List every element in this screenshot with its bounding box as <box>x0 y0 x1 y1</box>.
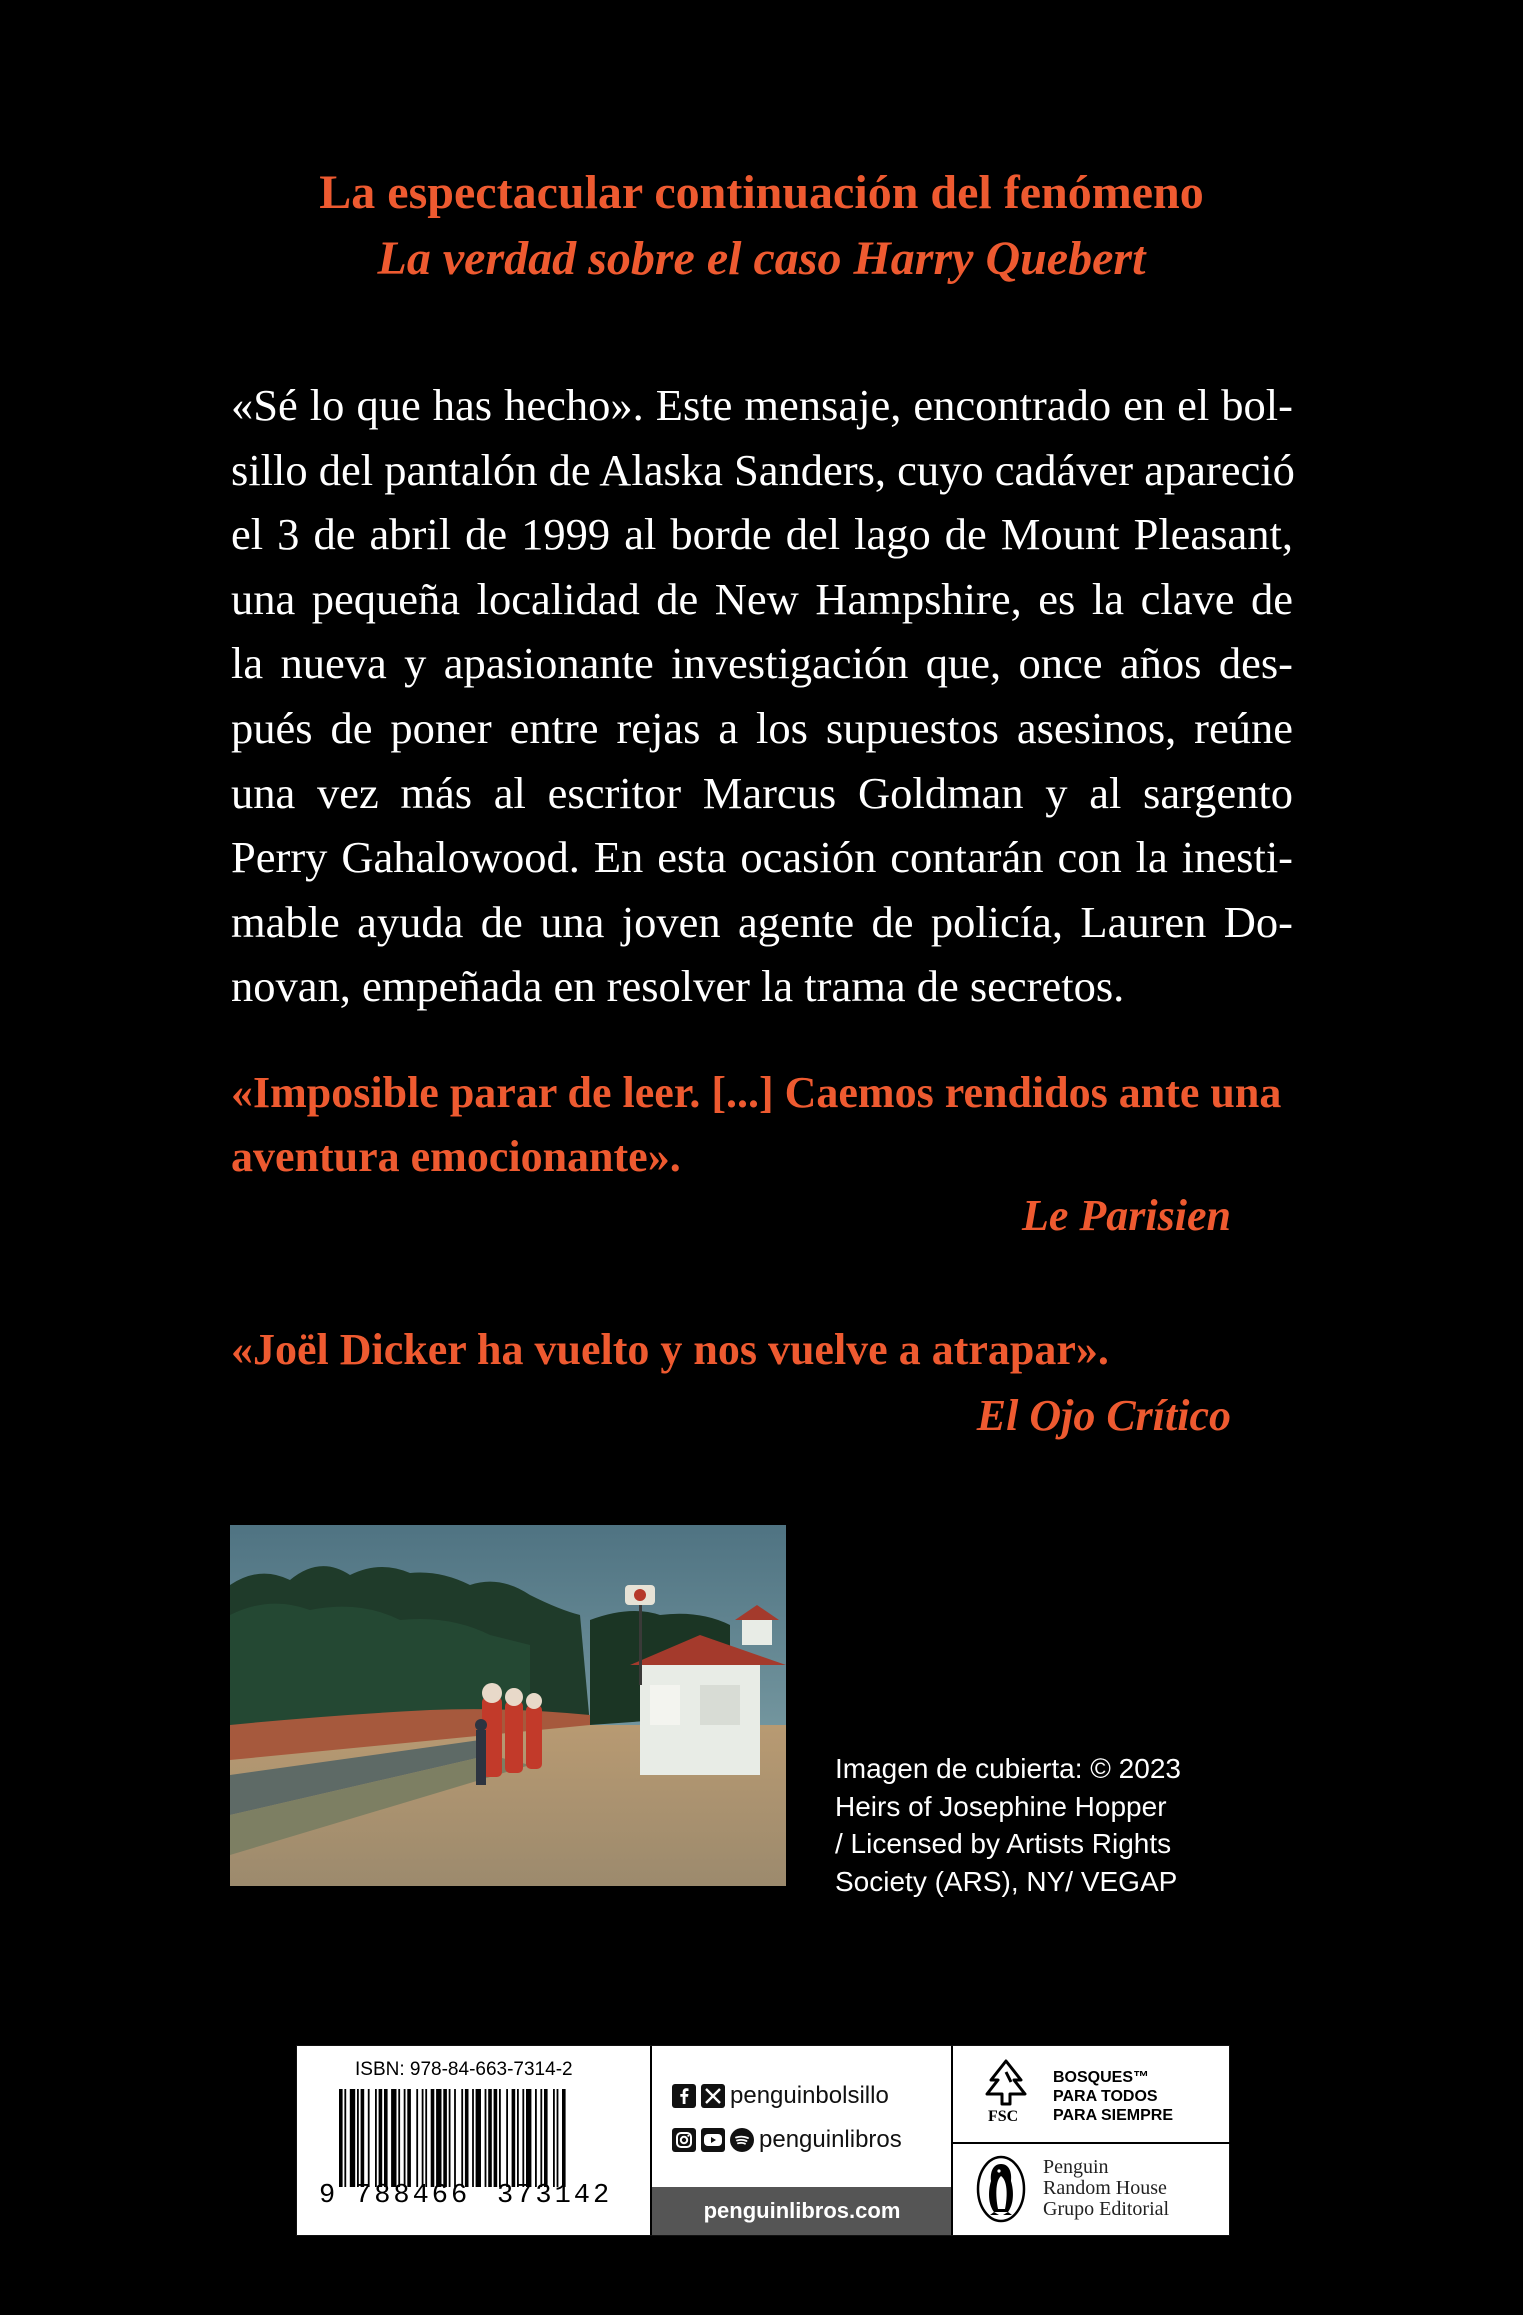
headline-line-2: La verdad sobre el caso Harry Quebert <box>377 232 1146 285</box>
review-quote-line: aventura emocionante». <box>231 1132 681 1181</box>
social-handle-libros[interactable]: penguinlibros <box>759 2126 902 2153</box>
penguin-icon <box>975 2154 1027 2224</box>
barcode-bar <box>494 2089 498 2187</box>
barcode-bar <box>431 2089 435 2187</box>
cover-painting <box>230 1525 786 1886</box>
barcode-bar <box>436 2089 441 2187</box>
barcode-digits-left: 788466 <box>355 2181 471 2211</box>
fsc-slogan-line: PARA SIEMPRE <box>1053 2107 1174 2124</box>
barcode-bar <box>526 2089 531 2187</box>
barcode-bar <box>443 2089 447 2187</box>
social-block <box>650 2046 952 2235</box>
barcode-bar <box>416 2089 418 2187</box>
credit-line: Imagen de cubierta: © 2023 <box>835 1753 1181 1784</box>
publisher-name <box>1043 2157 1169 2220</box>
synopsis-line: Perry Gahalowood. En esta ocasión contarán con la inesti- <box>231 832 1293 883</box>
social-row-bolsillo <box>672 2082 889 2110</box>
fsc-label: FSC <box>988 2108 1019 2125</box>
headline <box>0 160 1523 292</box>
synopsis-line: la nueva y apasionante investigación que, once años des- <box>231 638 1293 689</box>
publisher-logo <box>953 2144 1231 2235</box>
barcode-bar <box>499 2089 501 2187</box>
credit-line: Heirs of Josephine Hopper <box>835 1790 1167 1822</box>
barcode-bar <box>506 2089 508 2187</box>
barcode-bar <box>449 2089 451 2187</box>
barcode-digit-first: 9 <box>319 2181 336 2211</box>
spotify-icon[interactable] <box>730 2128 754 2152</box>
synopsis-line: mable ayuda de una joven agente de policía, Lauren Do- <box>231 896 1293 947</box>
barcode-bar <box>398 2089 400 2187</box>
synopsis-line: una pequeña localidad de New Hampshire, es la clave de <box>231 573 1293 624</box>
barcode-bar <box>461 2089 463 2187</box>
credit-line: / Licensed by Artists Rights <box>835 1828 1172 1859</box>
fsc-slogan-line: BOSQUES™ <box>1053 2069 1150 2086</box>
synopsis-line: novan, empeñada en resolver la trama de secretos. <box>231 961 1125 1012</box>
barcode-bar <box>557 2089 559 2187</box>
isbn-label: ISBN: 978-84-663-7314-2 <box>355 2059 573 2080</box>
barcode-bar <box>472 2089 474 2187</box>
synopsis-line: «Sé lo que has hecho». Este mensaje, encontrado en el bol- <box>231 380 1293 430</box>
barcode-bar <box>384 2089 388 2187</box>
fsc-tree-icon <box>975 2058 1037 2108</box>
review-quote-line: «Joël Dicker ha vuelto y nos vuelve a atrapar». <box>231 1325 1109 1374</box>
social-row-libros <box>672 2126 902 2154</box>
barcode-bar <box>522 2089 524 2187</box>
barcode-bar <box>540 2089 542 2187</box>
barcode-bar <box>553 2089 555 2187</box>
synopsis <box>231 373 1293 1019</box>
barcode-bar <box>485 2089 487 2187</box>
synopsis-line: una vez más al escritor Marcus Goldman y al sargento <box>231 767 1293 818</box>
fsc-slogan-line: PARA TODOS <box>1053 2088 1158 2105</box>
website-link[interactable]: penguinlibros.com <box>652 2187 952 2235</box>
barcode-bar <box>357 2089 359 2187</box>
synopsis-line: el 3 de abril de 1999 al borde del lago de Mount Pleasant, <box>231 509 1293 560</box>
facebook-icon[interactable] <box>672 2084 696 2108</box>
barcode-bar <box>350 2089 355 2187</box>
barcode-bar <box>391 2089 396 2187</box>
barcode-bar <box>368 2089 370 2187</box>
barcode-bar <box>375 2089 377 2187</box>
barcode-bar <box>422 2089 424 2187</box>
barcode-bar <box>517 2089 519 2187</box>
barcode-bar <box>544 2089 548 2187</box>
fsc-slogan <box>1053 2068 1173 2125</box>
barcode-bar <box>361 2089 365 2187</box>
barcode-digits-right: 373142 <box>497 2181 613 2211</box>
barcode-bar <box>476 2089 481 2187</box>
review-quote-1 <box>231 1061 1293 1189</box>
x-icon[interactable] <box>701 2084 725 2108</box>
logos-block <box>951 2046 1231 2235</box>
publisher-info-panel <box>296 2045 1230 2236</box>
barcode-bar <box>404 2089 406 2187</box>
publisher-name-line: Penguin <box>1043 2156 1109 2178</box>
barcode-bar <box>512 2089 516 2187</box>
barcode-bar <box>535 2089 537 2187</box>
publisher-name-line: Random House <box>1043 2177 1167 2199</box>
headline-line-1: La espectacular continuación del fenómeno <box>319 166 1204 219</box>
barcode-bar <box>407 2089 411 2187</box>
barcode-bar <box>339 2089 343 2187</box>
review-source-1: Le Parisien <box>1022 1191 1231 1240</box>
barcode-icon <box>339 2089 629 2187</box>
synopsis-line: pués de poner entre rejas a los supuestos asesinos, reúne <box>231 702 1293 753</box>
publisher-name-line: Grupo Editorial <box>1043 2198 1170 2220</box>
youtube-icon[interactable] <box>701 2128 725 2152</box>
social-handle-bolsillo[interactable]: penguinbolsillo <box>730 2082 889 2109</box>
synopsis-line: sillo del pantalón de Alaska Sanders, cuyo cadáver apareció <box>231 444 1295 495</box>
barcode-bar <box>379 2089 383 2187</box>
barcode-bar <box>344 2089 346 2187</box>
review-quote-2 <box>231 1318 1293 1382</box>
barcode-bar <box>488 2089 492 2187</box>
barcode-bar <box>465 2089 469 2187</box>
cover-image-credit <box>835 1750 1255 1900</box>
instagram-icon[interactable] <box>672 2128 696 2152</box>
barcode-bar <box>454 2089 456 2187</box>
barcode-bar <box>562 2089 566 2187</box>
fsc-certification <box>953 2046 1231 2144</box>
barcode-bar <box>425 2089 427 2187</box>
review-source-2: El Ojo Crítico <box>976 1391 1231 1440</box>
credit-line: Society (ARS), NY/ VEGAP <box>835 1865 1178 1897</box>
review-quote-line: «Imposible parar de leer. [...] Caemos rendidos ante una <box>231 1068 1282 1117</box>
barcode-block <box>297 2046 649 2235</box>
